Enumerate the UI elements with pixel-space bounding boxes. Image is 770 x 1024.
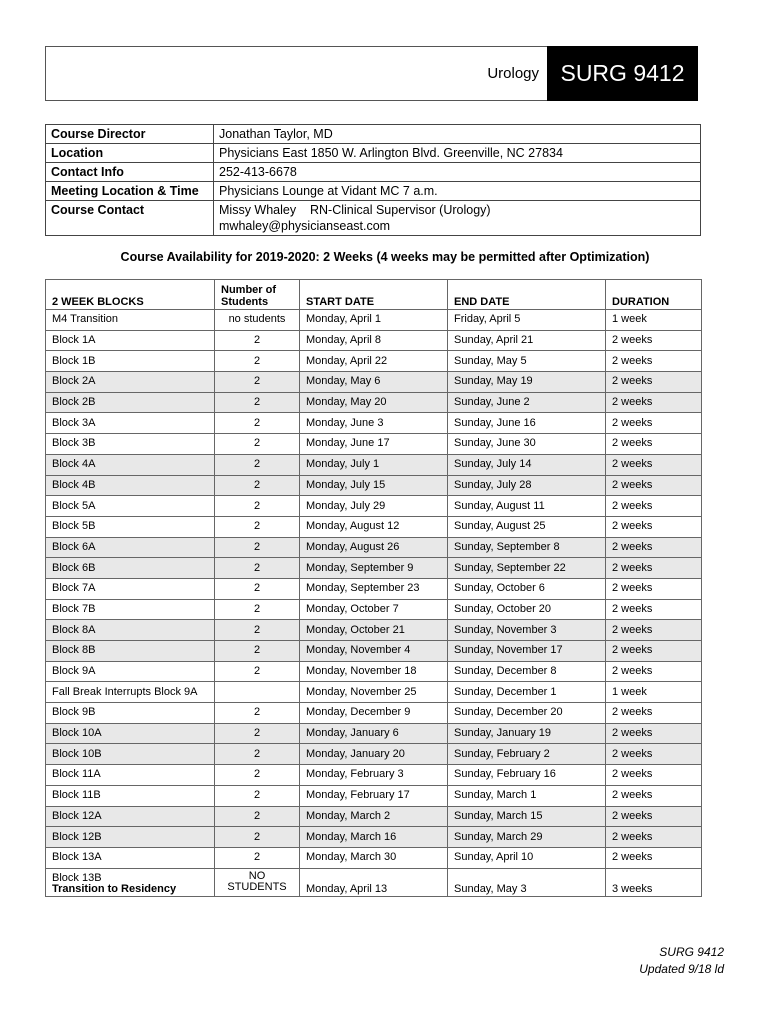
table-row (46, 620, 702, 641)
table-row (46, 599, 702, 620)
cell-block: Block 4A (46, 454, 215, 475)
cell-duration: 2 weeks (606, 847, 702, 868)
table-row (46, 661, 702, 682)
cell-end: Sunday, January 19 (448, 723, 606, 744)
cell-block: Block 12A (46, 806, 215, 827)
cell-duration: 2 weeks (606, 475, 702, 496)
cell-students (215, 868, 300, 896)
cell-end: Sunday, July 28 (448, 475, 606, 496)
cell-duration: 1 week (606, 682, 702, 703)
table-row (46, 351, 702, 372)
course-info-table (45, 124, 701, 236)
cell-students: 2 (215, 372, 300, 393)
cell-students: 2 (215, 806, 300, 827)
table-row (46, 434, 702, 455)
cell-end: Sunday, August 25 (448, 516, 606, 537)
header-box (45, 46, 698, 101)
cell-block: Block 1A (46, 330, 215, 351)
cell-start: Monday, August 26 (300, 537, 448, 558)
cell-students: 2 (215, 434, 300, 455)
cell-end: Sunday, May 5 (448, 351, 606, 372)
cell-end: Sunday, March 29 (448, 827, 606, 848)
cell-start: Monday, July 29 (300, 496, 448, 517)
cell-duration: 2 weeks (606, 372, 702, 393)
cell-block: Block 6B (46, 558, 215, 579)
table-row (46, 496, 702, 517)
cell-students: 2 (215, 392, 300, 413)
cell-duration: 2 weeks (606, 330, 702, 351)
table-row (46, 682, 702, 703)
cell-students: 2 (215, 537, 300, 558)
cell-start: Monday, February 3 (300, 765, 448, 786)
cell-duration: 2 weeks (606, 641, 702, 662)
cell-students: 2 (215, 703, 300, 724)
cell-end: Sunday, February 2 (448, 744, 606, 765)
cell-block: Block 3A (46, 413, 215, 434)
cell-start: Monday, September 23 (300, 578, 448, 599)
students-line2: STUDENTS (227, 880, 287, 893)
cell-start: Monday, October 21 (300, 620, 448, 641)
schedule-table (45, 279, 702, 897)
cell-start: Monday, June 3 (300, 413, 448, 434)
cell-block: Block 6A (46, 537, 215, 558)
cell-end: Sunday, April 21 (448, 330, 606, 351)
cell-students (215, 682, 300, 703)
cell-students: 2 (215, 620, 300, 641)
col-header-duration: DURATION (606, 280, 702, 310)
info-label: Course Director (46, 125, 214, 144)
cell-end: Sunday, September 8 (448, 537, 606, 558)
footer (639, 944, 724, 978)
cell-students: 2 (215, 351, 300, 372)
info-row (46, 125, 701, 144)
cell-block: Block 8B (46, 641, 215, 662)
cell-duration: 2 weeks (606, 392, 702, 413)
cell-end: Sunday, February 16 (448, 765, 606, 786)
cell-block: Block 12B (46, 827, 215, 848)
table-row (46, 827, 702, 848)
cell-start: Monday, November 18 (300, 661, 448, 682)
cell-duration: 2 weeks (606, 558, 702, 579)
info-label: Contact Info (46, 163, 214, 182)
cell-end: Sunday, June 2 (448, 392, 606, 413)
cell-end: Sunday, April 10 (448, 847, 606, 868)
cell-block: Block 13A (46, 847, 215, 868)
info-value: 252-413-6678 (214, 163, 701, 182)
cell-start: Monday, April 22 (300, 351, 448, 372)
cell-block: Block 7A (46, 578, 215, 599)
cell-end: Sunday, October 6 (448, 578, 606, 599)
cell-duration: 2 weeks (606, 413, 702, 434)
cell-block: Block 3B (46, 434, 215, 455)
cell-duration: 3 weeks (606, 868, 702, 896)
cell-start: Monday, January 6 (300, 723, 448, 744)
cell-end: Friday, April 5 (448, 310, 606, 331)
cell-block: Block 9B (46, 703, 215, 724)
cell-start: Monday, July 15 (300, 475, 448, 496)
info-label: Location (46, 144, 214, 163)
cell-block: M4 Transition (46, 310, 215, 331)
footer-code: SURG 9412 (659, 945, 724, 959)
cell-duration: 2 weeks (606, 806, 702, 827)
cell-block-sub: Transition to Residency (52, 882, 177, 895)
table-row (46, 785, 702, 806)
cell-block: Fall Break Interrupts Block 9A (46, 682, 215, 703)
cell-duration: 2 weeks (606, 351, 702, 372)
cell-block: Block 5A (46, 496, 215, 517)
cell-start: Monday, June 17 (300, 434, 448, 455)
info-row (46, 163, 701, 182)
cell-end: Sunday, November 17 (448, 641, 606, 662)
cell-block: Block 1B (46, 351, 215, 372)
cell-start: Monday, November 25 (300, 682, 448, 703)
cell-start: Monday, May 20 (300, 392, 448, 413)
info-label: Meeting Location & Time (46, 182, 214, 201)
table-row (46, 475, 702, 496)
cell-block-name: Block 13B (52, 871, 102, 884)
info-value (214, 201, 701, 236)
cell-start: Monday, August 12 (300, 516, 448, 537)
cell-block: Block 2A (46, 372, 215, 393)
cell-block: Block 11A (46, 765, 215, 786)
course-code-badge: SURG 9412 (547, 46, 698, 101)
info-row (46, 201, 701, 236)
table-row (46, 578, 702, 599)
cell-start: Monday, February 17 (300, 785, 448, 806)
cell-end: Sunday, June 16 (448, 413, 606, 434)
info-row (46, 144, 701, 163)
cell-end: Sunday, November 3 (448, 620, 606, 641)
cell-start: Monday, September 9 (300, 558, 448, 579)
table-row (46, 558, 702, 579)
cell-duration: 2 weeks (606, 620, 702, 641)
cell-block: Block 10A (46, 723, 215, 744)
cell-duration: 2 weeks (606, 827, 702, 848)
contact-name: Missy Whaley RN-Clinical Supervisor (Urology) (219, 203, 491, 217)
table-row (46, 310, 702, 331)
cell-block: Block 8A (46, 620, 215, 641)
cell-students: 2 (215, 330, 300, 351)
table-row (46, 537, 702, 558)
cell-students: 2 (215, 599, 300, 620)
cell-block (46, 868, 215, 896)
cell-end: Sunday, July 14 (448, 454, 606, 475)
table-row (46, 765, 702, 786)
table-row (46, 641, 702, 662)
cell-students: 2 (215, 723, 300, 744)
cell-block: Block 2B (46, 392, 215, 413)
cell-start: Monday, March 30 (300, 847, 448, 868)
table-row (46, 392, 702, 413)
cell-students: 2 (215, 661, 300, 682)
cell-end: Sunday, December 1 (448, 682, 606, 703)
cell-duration: 2 weeks (606, 537, 702, 558)
cell-block: Block 7B (46, 599, 215, 620)
cell-duration: 2 weeks (606, 496, 702, 517)
cell-students: 2 (215, 413, 300, 434)
col-header-end: END DATE (448, 280, 606, 310)
cell-students: 2 (215, 558, 300, 579)
cell-duration: 2 weeks (606, 661, 702, 682)
info-value: Physicians East 1850 W. Arlington Blvd. Greenville, NC 27834 (214, 144, 701, 163)
cell-end: Sunday, December 8 (448, 661, 606, 682)
cell-end: Sunday, May 3 (448, 868, 606, 896)
cell-end: Sunday, September 22 (448, 558, 606, 579)
cell-end: Sunday, March 1 (448, 785, 606, 806)
cell-start: Monday, April 8 (300, 330, 448, 351)
table-row (46, 806, 702, 827)
cell-students: 2 (215, 496, 300, 517)
col-header-blocks: 2 WEEK BLOCKS (46, 280, 215, 310)
cell-duration: 1 week (606, 310, 702, 331)
contact-email: mwhaley@physicianseast.com (219, 219, 391, 233)
cell-block: Block 4B (46, 475, 215, 496)
cell-students: 2 (215, 827, 300, 848)
cell-students: 2 (215, 578, 300, 599)
col-header-students: Number of Students (215, 280, 300, 310)
table-row (46, 330, 702, 351)
cell-end: Sunday, August 11 (448, 496, 606, 517)
table-row (46, 413, 702, 434)
availability-heading: Course Availability for 2019-2020: 2 Weeks (4 weeks may be permitted after Optimization) (120, 250, 650, 264)
cell-duration: 2 weeks (606, 516, 702, 537)
table-row (46, 723, 702, 744)
cell-block: Block 10B (46, 744, 215, 765)
info-label: Course Contact (46, 201, 214, 236)
schedule-header-row (46, 280, 702, 310)
cell-end: Sunday, October 20 (448, 599, 606, 620)
cell-start: Monday, July 1 (300, 454, 448, 475)
cell-start: Monday, April 1 (300, 310, 448, 331)
table-row (46, 372, 702, 393)
info-row (46, 182, 701, 201)
table-row (46, 744, 702, 765)
table-row (46, 847, 702, 868)
cell-end: Sunday, June 30 (448, 434, 606, 455)
cell-duration: 2 weeks (606, 703, 702, 724)
col-header-start: START DATE (300, 280, 448, 310)
cell-students: 2 (215, 475, 300, 496)
students-line1: NO (248, 869, 266, 882)
cell-students: no students (215, 310, 300, 331)
cell-students: 2 (215, 454, 300, 475)
cell-students: 2 (215, 847, 300, 868)
cell-start: Monday, October 7 (300, 599, 448, 620)
cell-block: Block 9A (46, 661, 215, 682)
cell-students: 2 (215, 785, 300, 806)
table-row (46, 454, 702, 475)
cell-start: Monday, March 2 (300, 806, 448, 827)
cell-duration: 2 weeks (606, 765, 702, 786)
cell-end: Sunday, March 15 (448, 806, 606, 827)
cell-end: Sunday, December 20 (448, 703, 606, 724)
cell-start: Monday, May 6 (300, 372, 448, 393)
cell-duration: 2 weeks (606, 744, 702, 765)
cell-duration: 2 weeks (606, 723, 702, 744)
table-row (46, 703, 702, 724)
cell-start: Monday, March 16 (300, 827, 448, 848)
cell-duration: 2 weeks (606, 578, 702, 599)
cell-duration: 2 weeks (606, 434, 702, 455)
cell-block: Block 5B (46, 516, 215, 537)
info-value: Physicians Lounge at Vidant MC 7 a.m. (214, 182, 701, 201)
cell-students: 2 (215, 516, 300, 537)
cell-start: Monday, January 20 (300, 744, 448, 765)
cell-duration: 2 weeks (606, 785, 702, 806)
cell-block: Block 11B (46, 785, 215, 806)
cell-duration: 2 weeks (606, 599, 702, 620)
table-row (46, 516, 702, 537)
cell-start: Monday, November 4 (300, 641, 448, 662)
cell-students: 2 (215, 765, 300, 786)
table-row (46, 868, 702, 896)
footer-updated: Updated 9/18 ld (639, 962, 724, 976)
cell-students: 2 (215, 641, 300, 662)
cell-start: Monday, December 9 (300, 703, 448, 724)
info-value: Jonathan Taylor, MD (214, 125, 701, 144)
cell-start: Monday, April 13 (300, 868, 448, 896)
cell-end: Sunday, May 19 (448, 372, 606, 393)
department-label: Urology (487, 65, 539, 82)
cell-students: 2 (215, 744, 300, 765)
cell-duration: 2 weeks (606, 454, 702, 475)
